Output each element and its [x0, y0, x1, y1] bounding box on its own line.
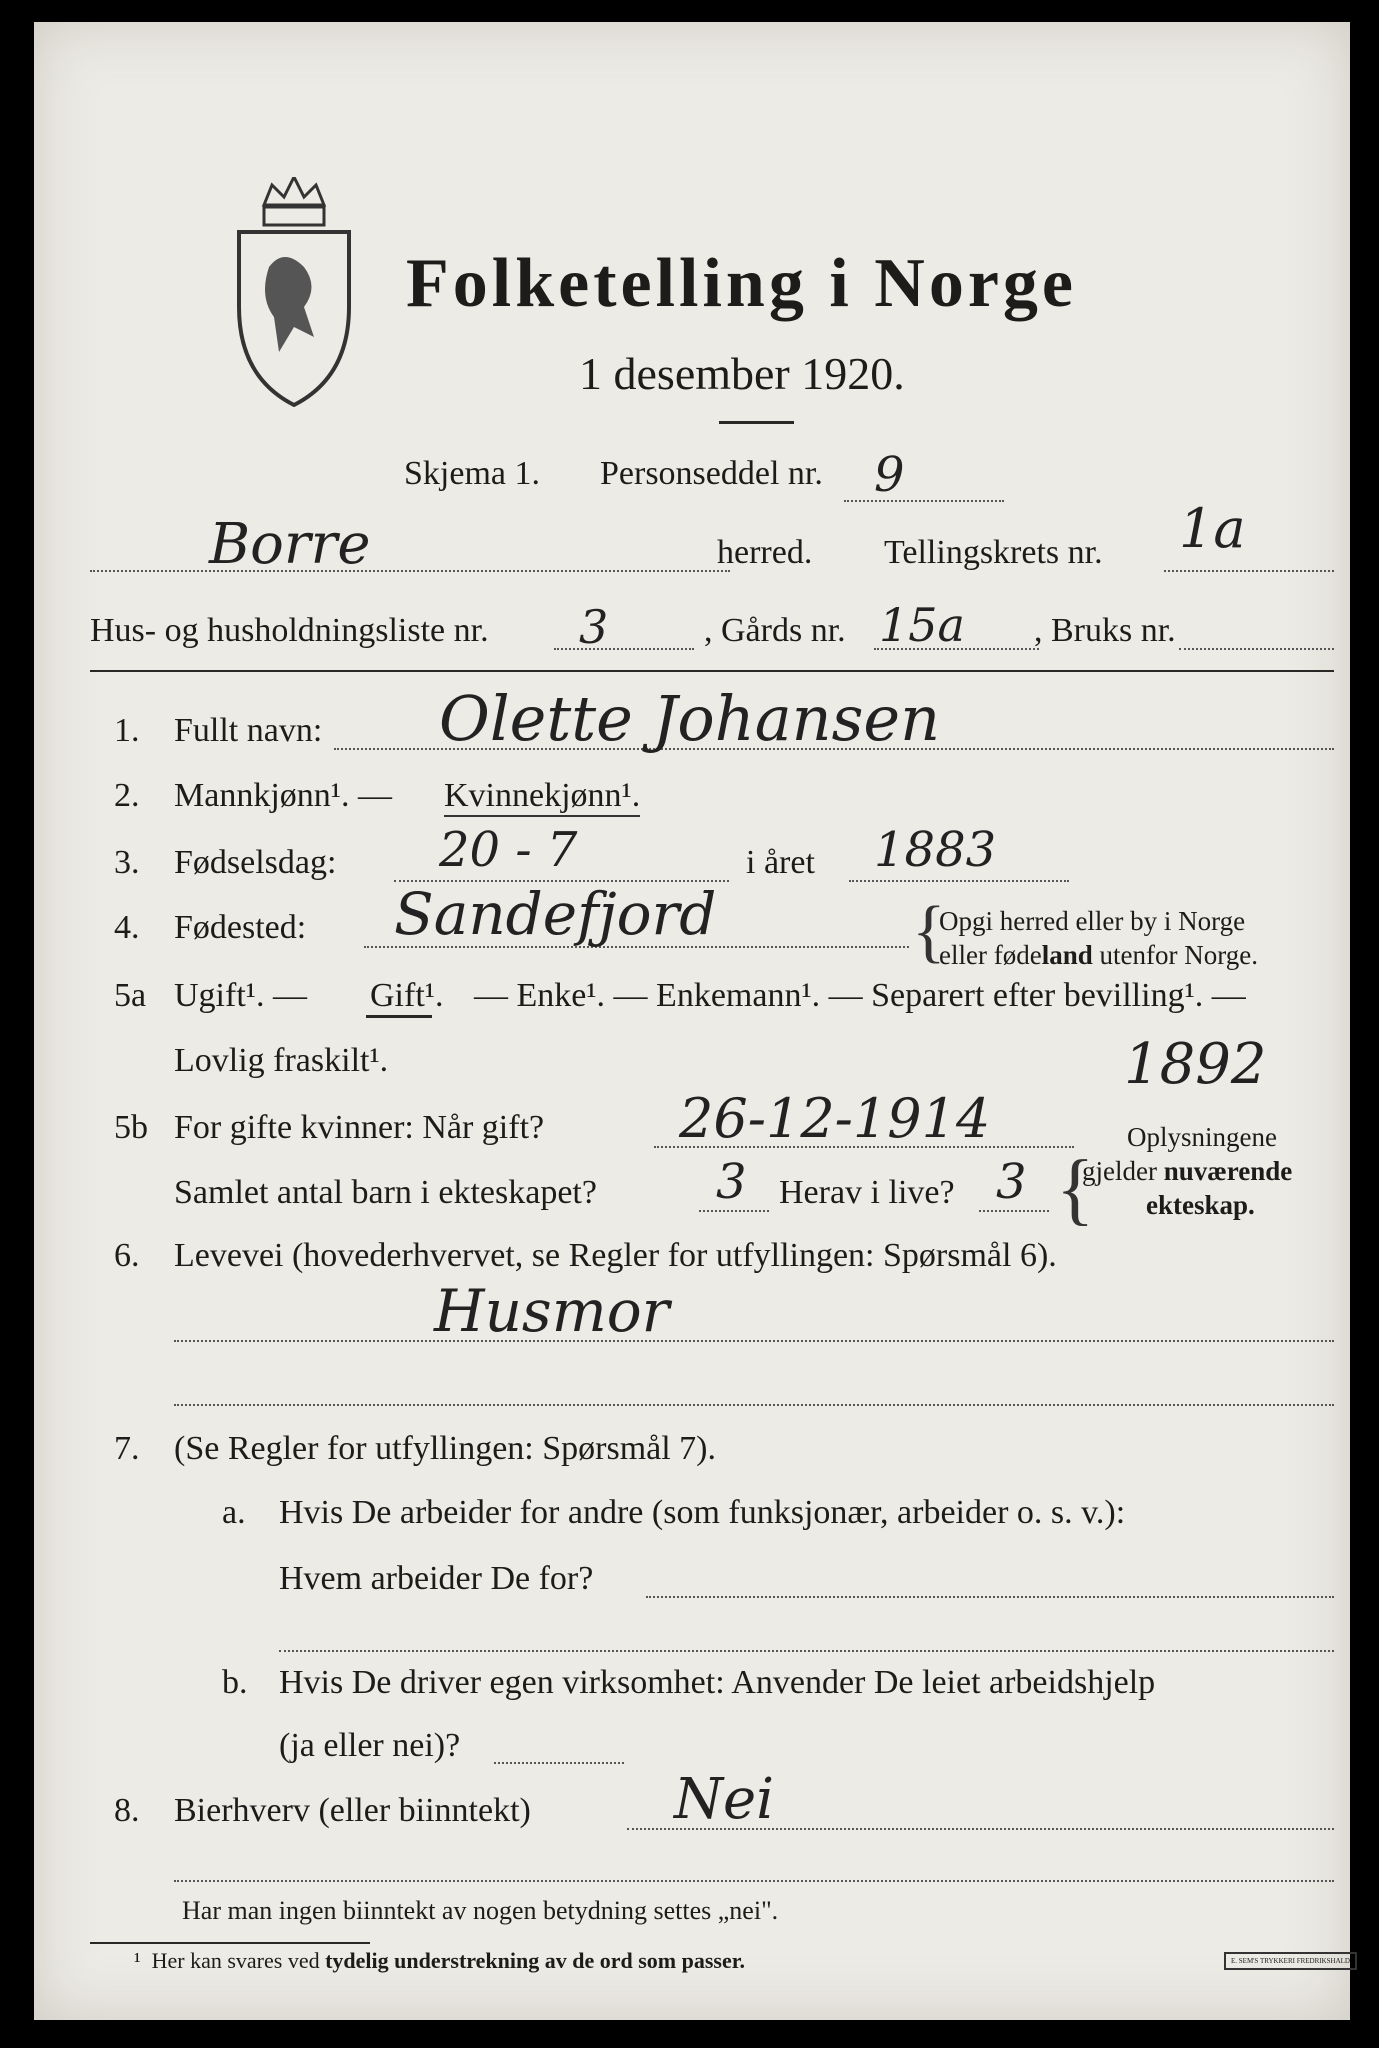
printer-stamp: E. SEM'S TRYKKERI FREDRIKSHALD — [1224, 1952, 1357, 1970]
form-title: Folketelling i Norge — [406, 245, 1078, 322]
q6-label: Levevei (hovederhvervet, se Regler for utfyllingen: Spørsmål 6). — [174, 1237, 1057, 1274]
husholdningsliste-value[interactable]: 3 — [579, 600, 609, 654]
q6-value[interactable]: Husmor — [434, 1277, 670, 1345]
q2-male: Mannkjønn¹. — — [174, 777, 392, 814]
q5b-label: For gifte kvinner: Når gift? — [174, 1109, 545, 1146]
herred-value[interactable]: Borre — [209, 512, 371, 577]
q4-note-2: eller fødeland utenfor Norge. — [939, 940, 1258, 970]
q3-year-line — [849, 880, 1069, 882]
q1-value[interactable]: Olette Johansen — [439, 682, 941, 755]
q5a-fraskilt[interactable]: Lovlig fraskilt¹. — [174, 1042, 389, 1079]
q5b-alive-label: Herav i live? — [779, 1174, 955, 1211]
personseddel-value[interactable]: 9 — [874, 447, 905, 503]
q5a-rest[interactable]: — Enke¹. — Enkemann¹. — Separert efter bevilling¹. — — [474, 977, 1246, 1014]
q3-number: 3. — [114, 844, 140, 881]
q7a-sub-label: Hvem arbeider De for? — [279, 1560, 594, 1597]
q3-label: Fødselsdag: — [174, 844, 337, 881]
gards-value[interactable]: 15a — [879, 598, 965, 652]
q5b-number: 5b — [114, 1109, 148, 1146]
q8-line-2 — [174, 1880, 1334, 1882]
q7b-line — [494, 1762, 624, 1764]
q7b-letter: b. — [222, 1664, 248, 1701]
q1-number: 1. — [114, 712, 140, 749]
q5b-alive-line — [979, 1210, 1049, 1212]
q5b-note-2: gjelder nuværende — [1082, 1156, 1293, 1186]
schema-label: Skjema 1. — [404, 455, 540, 492]
q5b-brace: { — [1056, 1145, 1095, 1233]
q5a-gift[interactable]: Gift¹. — [370, 977, 444, 1014]
q4-value[interactable]: Sandefjord — [394, 880, 717, 948]
q8-value[interactable]: Nei — [674, 1767, 775, 1832]
q5b-children-label: Samlet antal barn i ekteskapet? — [174, 1174, 597, 1211]
q4-number: 4. — [114, 909, 140, 946]
q8-label: Bierhverv (eller biinntekt) — [174, 1792, 531, 1829]
personseddel-line — [844, 500, 1004, 502]
bruks-label: , Bruks nr. — [1034, 612, 1176, 649]
q1-label: Fullt navn: — [174, 712, 323, 749]
title-divider — [719, 421, 794, 424]
q5b-note-year[interactable]: 1892 — [1124, 1032, 1267, 1097]
q5b-note-3: ekteskap. — [1146, 1190, 1255, 1220]
q5b-children-value[interactable]: 3 — [716, 1154, 747, 1210]
footer-divider — [90, 1942, 370, 1944]
header-divider — [90, 670, 1334, 672]
q7a-line-1 — [646, 1596, 1334, 1598]
q7b-sub-label: (ja eller nei)? — [279, 1727, 461, 1764]
tellingskrets-line — [1164, 570, 1334, 572]
q2-female[interactable]: Kvinnekjønn¹. — [444, 777, 640, 817]
coat-of-arms-icon — [234, 177, 354, 407]
q4-label: Fødested: — [174, 909, 307, 946]
q5b-alive-value[interactable]: 3 — [996, 1154, 1027, 1210]
note-no-income: Har man ingen biinntekt av nogen betydning settes „nei". — [182, 1896, 779, 1925]
q5b-children-line — [699, 1210, 769, 1212]
husholdningsliste-label: Hus- og husholdningsliste nr. — [90, 612, 489, 649]
q6-number: 6. — [114, 1237, 140, 1274]
q8-number: 8. — [114, 1792, 140, 1829]
gards-label: , Gårds nr. — [704, 612, 846, 649]
bruks-line — [1179, 648, 1334, 650]
q6-line-1 — [174, 1340, 1334, 1342]
q7a-label: Hvis De arbeider for andre (som funksjonær, arbeider o. s. v.): — [279, 1494, 1126, 1531]
form-sheet — [34, 22, 1350, 2020]
q5a-number: 5a — [114, 977, 147, 1014]
personseddel-label: Personseddel nr. — [600, 455, 823, 492]
q6-line-2 — [174, 1404, 1334, 1406]
herred-line — [90, 570, 730, 572]
husholdningsliste-line — [554, 648, 694, 650]
herred-label: herred. — [717, 534, 813, 571]
tellingskrets-label: Tellingskrets nr. — [884, 534, 1103, 571]
footnote: ¹ Her kan svares ved tydelig understrekning av de ord som passer. — [134, 1948, 745, 1973]
q7a-line-2 — [279, 1650, 1334, 1652]
q4-note-1: Opgi herred eller by i Norge — [939, 906, 1246, 936]
q3-year-label: i året — [746, 844, 815, 881]
q3-date-value[interactable]: 20 - 7 — [439, 822, 578, 878]
q7a-letter: a. — [222, 1494, 246, 1531]
q7-label: (Se Regler for utfyllingen: Spørsmål 7). — [174, 1430, 717, 1467]
q2-number: 2. — [114, 777, 140, 814]
tellingskrets-value[interactable]: 1a — [1179, 497, 1246, 560]
q5a-ugift[interactable]: Ugift¹. — — [174, 977, 307, 1014]
form-date: 1 desember 1920. — [579, 348, 905, 399]
q5b-note-1: Oplysningene — [1127, 1122, 1277, 1152]
q3-year-value[interactable]: 1883 — [874, 822, 997, 878]
q7-number: 7. — [114, 1430, 140, 1467]
q4-brace: { — [912, 893, 946, 970]
q5b-married-value[interactable]: 26-12-1914 — [679, 1087, 991, 1150]
q7b-label: Hvis De driver egen virksomhet: Anvender De leiet arbeidshjelp — [279, 1664, 1156, 1701]
q5a-gift-underline — [366, 1015, 432, 1018]
